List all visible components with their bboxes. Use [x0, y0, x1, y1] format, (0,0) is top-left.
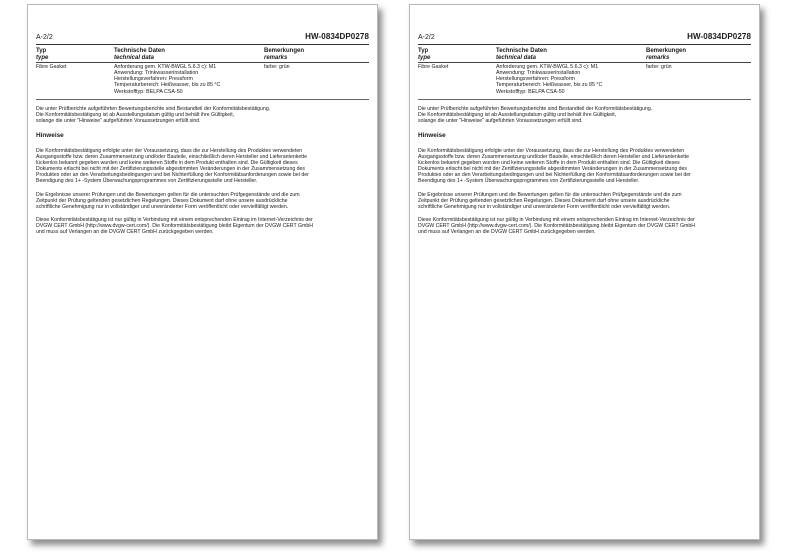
page-label: A-2/2 [418, 34, 435, 41]
table-header [36, 48, 369, 61]
table-header [418, 48, 751, 61]
header-type-sub: type [36, 54, 49, 61]
header-technical: Technische Daten [114, 48, 165, 54]
table-row [418, 64, 751, 94]
header-remarks: Bemerkungen [646, 48, 687, 54]
cell-type: Fibre Gasket [418, 64, 449, 71]
header-type-sub: type [418, 54, 431, 61]
document-page-right [409, 4, 760, 540]
validity-paragraph: Die unter Prüfberichte aufgeführten Bewertungsberichte sind Bestandteil der Konformitätsbestätigung. Die Konformitätsbestätigung ist ab Ausstellungsdatum gültig und behält ihre Gültigkeit, solange die unter "Hinweise" aufgeführten Voraussetzungen erfüllt sind. [36, 105, 271, 124]
page-content [418, 29, 751, 235]
table-end-rule [418, 99, 751, 100]
notes-heading: Hinweise [418, 131, 446, 139]
table-end-rule [36, 99, 369, 100]
document-number: HW-0834DP0278 [687, 32, 751, 41]
header-technical-sub: technical data [496, 54, 537, 61]
header-remarks-sub: remarks [646, 54, 670, 61]
header-type: Typ [418, 48, 429, 54]
validity-paragraph: Die unter Prüfberichte aufgeführten Bewertungsberichte sind Bestandteil der Konformitätsbestätigung. Die Konformitätsbestätigung ist ab Ausstellungsdatum gültig und behält ihre Gültigkeit, solange die unter "Hinweise" aufgeführten Voraussetzungen erfüllt sind. [418, 105, 653, 124]
cell-remarks: farbe: grün [264, 64, 290, 71]
page-label: A-2/2 [36, 34, 53, 41]
notes-paragraph-2: Die Ergebnisse unserer Prüfungen und die Bewertungen gelten für die untersuchten Prüfgegenstände und die zum Zeitpunkt der Prüfung geltenden gesetzlichen Regelungen. Dieses Dokument darf ohne unsere ausdrückliche schriftliche Genehmigung nur in vollständiger und unveränderter Form veröffentlicht oder vervielfältigt werden. [36, 191, 300, 210]
notes-paragraph-2: Die Ergebnisse unserer Prüfungen und die Bewertungen gelten für die untersuchten Prüfgegenstände und die zum Zeitpunkt der Prüfung geltenden gesetzlichen Regelungen. Dieses Dokument darf ohne unsere ausdrückliche schriftliche Genehmigung nur in vollständiger und unveränderter Form veröffentlicht oder vervielfältigt werden. [418, 191, 682, 210]
header-technical: Technische Daten [496, 48, 547, 54]
document-number: HW-0834DP0278 [305, 32, 369, 41]
page-header [36, 29, 369, 41]
table-header-rule [418, 62, 751, 63]
page-header [418, 29, 751, 41]
header-type: Typ [36, 48, 47, 54]
header-remarks-sub: remarks [264, 54, 288, 61]
notes-paragraph-3: Diese Konformitätsbestätigung ist nur gültig in Verbindung mit einem entsprechenden Eintrag im Internet-Verzeichnis der DVGW CERT GmbH (http://www.dvgw-cert.com/). Die Konformitätsbestätigung bleibt Eigentum der DVGW CERT GmbH und muss auf Verlangen an die DVGW CERT GmbH zurückgegeben werden. [418, 216, 695, 235]
page-content [36, 29, 369, 235]
notes-paragraph-1: Die Konformitätsbestätigung erfolgte unter der Voraussetzung, dass die zur Herstellung des Produktes verwendeten Ausgangsstoffe bzw. deren Zusammensetzung und/oder Bauteile, einschließlich deren Hersteller und Lieferantenkette lückenlos bekannt gegeben wurden und keine weiteren Stoffe in dem Produkt enthalten sind. Die Gültigkeit dieses Dokuments erlischt bei nicht mit der Zertifizierungsstelle abgestimmten Veränderungen in der Zusammensetzung des Produktes oder an den Verarbeitungsbedingungen und bei Nichterfüllung der Konformitätsanforderungen sowie bei der Beendigung des 1+ -System Überwachungsprogrammes von Zertifizierungsstelle und Hersteller. [36, 147, 309, 185]
table-header-rule [36, 62, 369, 63]
notes-heading: Hinweise [36, 131, 64, 139]
cell-technical: Anforderung gem. KTW-BWGL 5.6.3 c): M1 Anwendung: Trinkwasserinstallation Herstellungsverfahren: Pressform Temperaturbereich: Heißwasser, bis zu 85 °C Werkstofftyp: BELPA CSA-50 [114, 64, 221, 95]
notes-paragraph-1: Die Konformitätsbestätigung erfolgte unter der Voraussetzung, dass die zur Herstellung des Produktes verwendeten Ausgangsstoffe bzw. deren Zusammensetzung und/oder Bauteile, einschließlich deren Hersteller und Lieferantenkette lückenlos bekannt gegeben wurden und keine weiteren Stoffe in dem Produkt enthalten sind. Die Gültigkeit dieses Dokuments erlischt bei nicht mit der Zertifizierungsstelle abgestimmten Veränderungen in der Zusammensetzung des Produktes oder an den Verarbeitungsbedingungen und bei Nichterfüllung der Konformitätsanforderungen sowie bei der Beendigung des 1+ -System Überwachungsprogrammes von Zertifizierungsstelle und Hersteller. [418, 147, 691, 185]
document-page-left [27, 4, 378, 540]
cell-type: Fibre Gasket [36, 64, 67, 71]
cell-technical: Anforderung gem. KTW-BWGL 5.6.3 c): M1 Anwendung: Trinkwasserinstallation Herstellungsverfahren: Pressform Temperaturbereich: Heißwasser, bis zu 85 °C Werkstofftyp: BELPA CSA-50 [496, 64, 603, 95]
table-row [36, 64, 369, 94]
header-rule [36, 44, 369, 45]
notes-paragraph-3: Diese Konformitätsbestätigung ist nur gültig in Verbindung mit einem entsprechenden Eintrag im Internet-Verzeichnis der DVGW CERT GmbH (http://www.dvgw-cert.com/). Die Konformitätsbestätigung bleibt Eigentum der DVGW CERT GmbH und muss auf Verlangen an die DVGW CERT GmbH zurückgegeben werden. [36, 216, 313, 235]
header-remarks: Bemerkungen [264, 48, 305, 54]
header-technical-sub: technical data [114, 54, 155, 61]
cell-remarks: farbe: grün [646, 64, 672, 71]
header-rule [418, 44, 751, 45]
